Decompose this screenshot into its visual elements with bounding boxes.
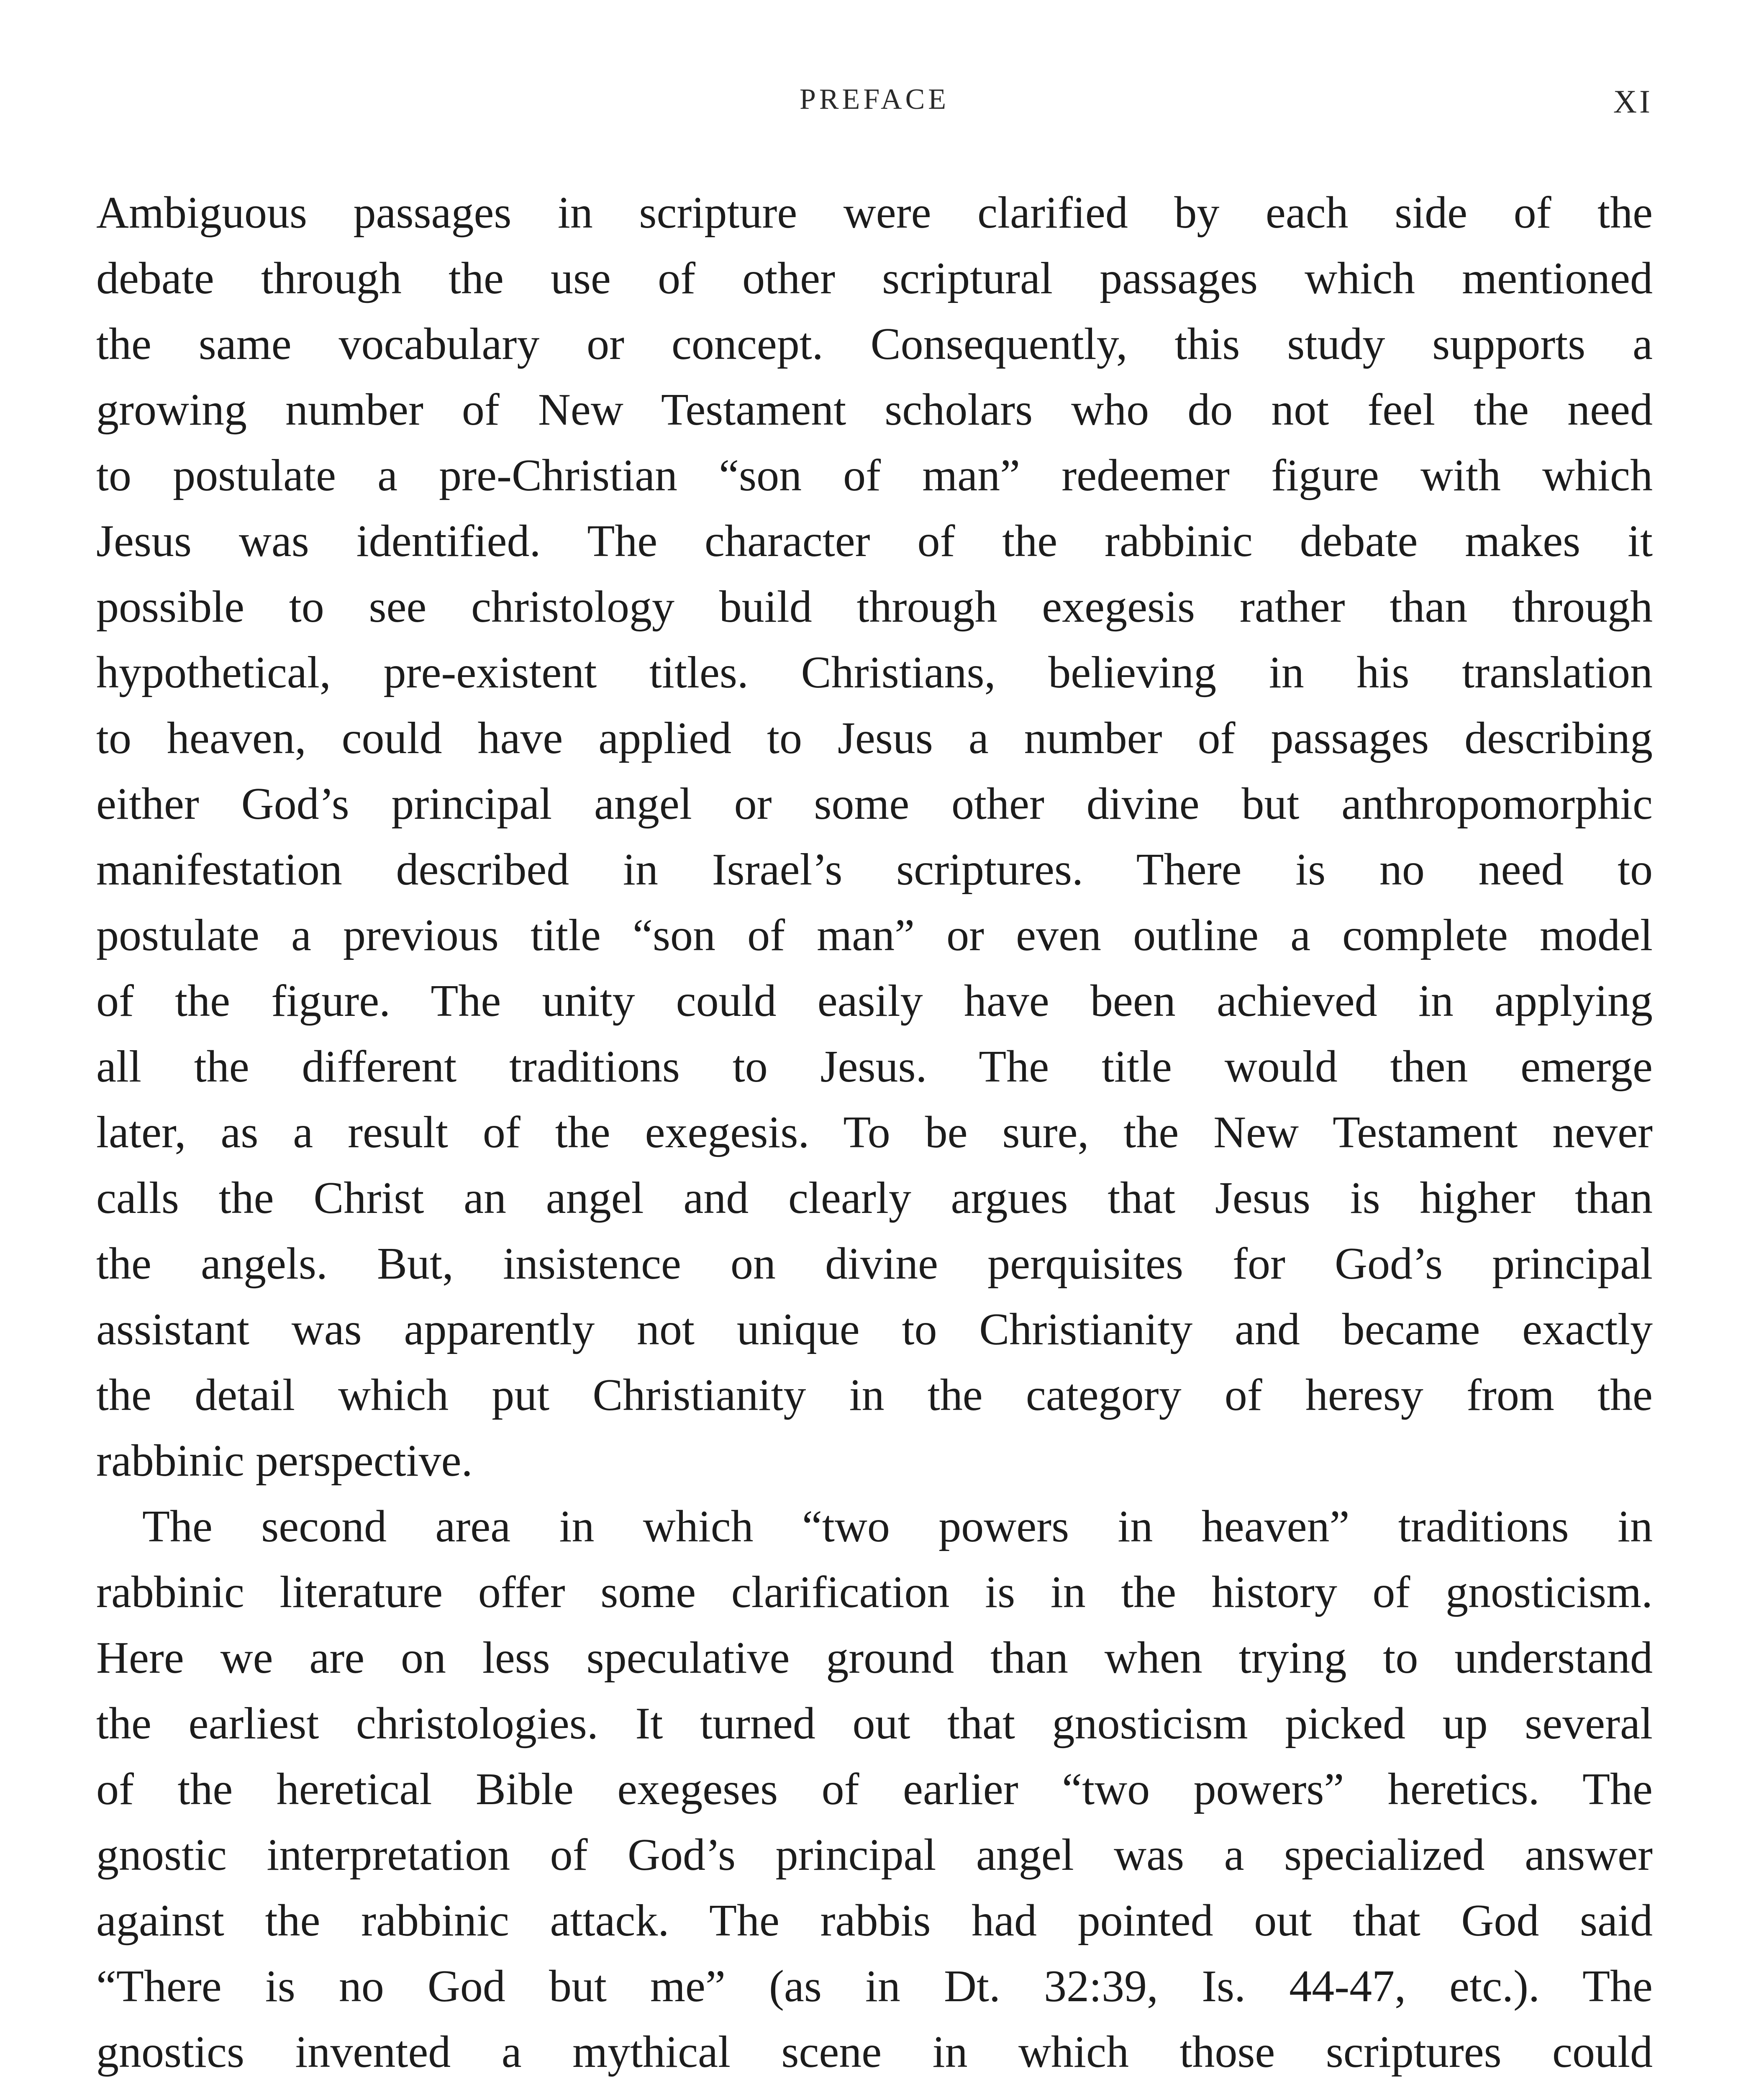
text-line: to heaven, could have applied to Jesus a number of passages describing [96,713,1653,763]
text-line: rabbinic literature offer some clarification is in the history of gnosticism. [96,1567,1653,1617]
text-line [96,2085,1653,2092]
text-line: The second area in which “two powers in heaven” traditions in [142,1502,1653,1551]
page-number: XI [1613,83,1653,120]
text-line: Here we are on less speculative ground than when trying to understand [96,1633,1653,1683]
body-text [96,180,1653,2092]
running-head [96,63,1653,138]
text-line: the same vocabulary or concept. Consequently, this study supports a [96,319,1653,369]
text-line: manifestation described in Israel’s scriptures. There is no need to [96,845,1653,895]
text-line: the detail which put Christianity in the category of heresy from the [96,1370,1653,1420]
text-line: of the figure. The unity could easily have been achieved in applying [96,976,1653,1026]
paragraph-2 [96,1494,1653,2092]
text-line: to postulate a pre-Christian “son of man” redeemer figure with which [96,451,1653,500]
text-line: possible to see christology build through exegesis rather than through [96,582,1653,632]
book-page [96,63,1653,2092]
text-line: Jesus was identified. The character of the rabbinic debate makes it [96,516,1653,566]
text-line: rabbinic perspective. [96,1436,473,1486]
text-line: the earliest christologies. It turned out that gnosticism picked up several [96,1699,1653,1748]
text-line: later, as a result of the exegesis. To be sure, the New Testament never [96,1108,1653,1157]
text-line: postulate a previous title “son of man” or even outline a complete model [96,910,1653,960]
text-line: Ambiguous passages in scripture were clarified by each side of the [96,188,1653,238]
text-line: gnostic interpretation of God’s principal angel was a specialized answer [96,1830,1653,1880]
text-line: assistant was apparently not unique to Christianity and became exactly [96,1305,1653,1354]
text-line: growing number of New Testament scholars who do not feel the need [96,385,1653,435]
running-title: PREFACE [799,83,950,115]
text-line: either God’s principal angel or some other divine but anthropomorphic [96,779,1653,829]
text-line: of the heretical Bible exegeses of earlier “two powers” heretics. The [96,1764,1653,1814]
text-line: debate through the use of other scriptural passages which mentioned [96,254,1653,303]
text-line: all the different traditions to Jesus. The title would then emerge [96,1042,1653,1092]
text-line: gnostics invented a mythical scene in which those scriptures could [96,2027,1653,2077]
text-line: “There is no God but me” (as in Dt. 32:39, Is. 44-47, etc.). The [96,1961,1653,2011]
text-line: hypothetical, pre-existent titles. Christians, believing in his translation [96,648,1653,697]
text-line: calls the Christ an angel and clearly argues that Jesus is higher than [96,1173,1653,1223]
paragraph-1 [96,180,1653,1494]
text-line: against the rabbinic attack. The rabbis had pointed out that God said [96,1896,1653,1946]
text-line: the angels. But, insistence on divine perquisites for God’s principal [96,1239,1653,1289]
